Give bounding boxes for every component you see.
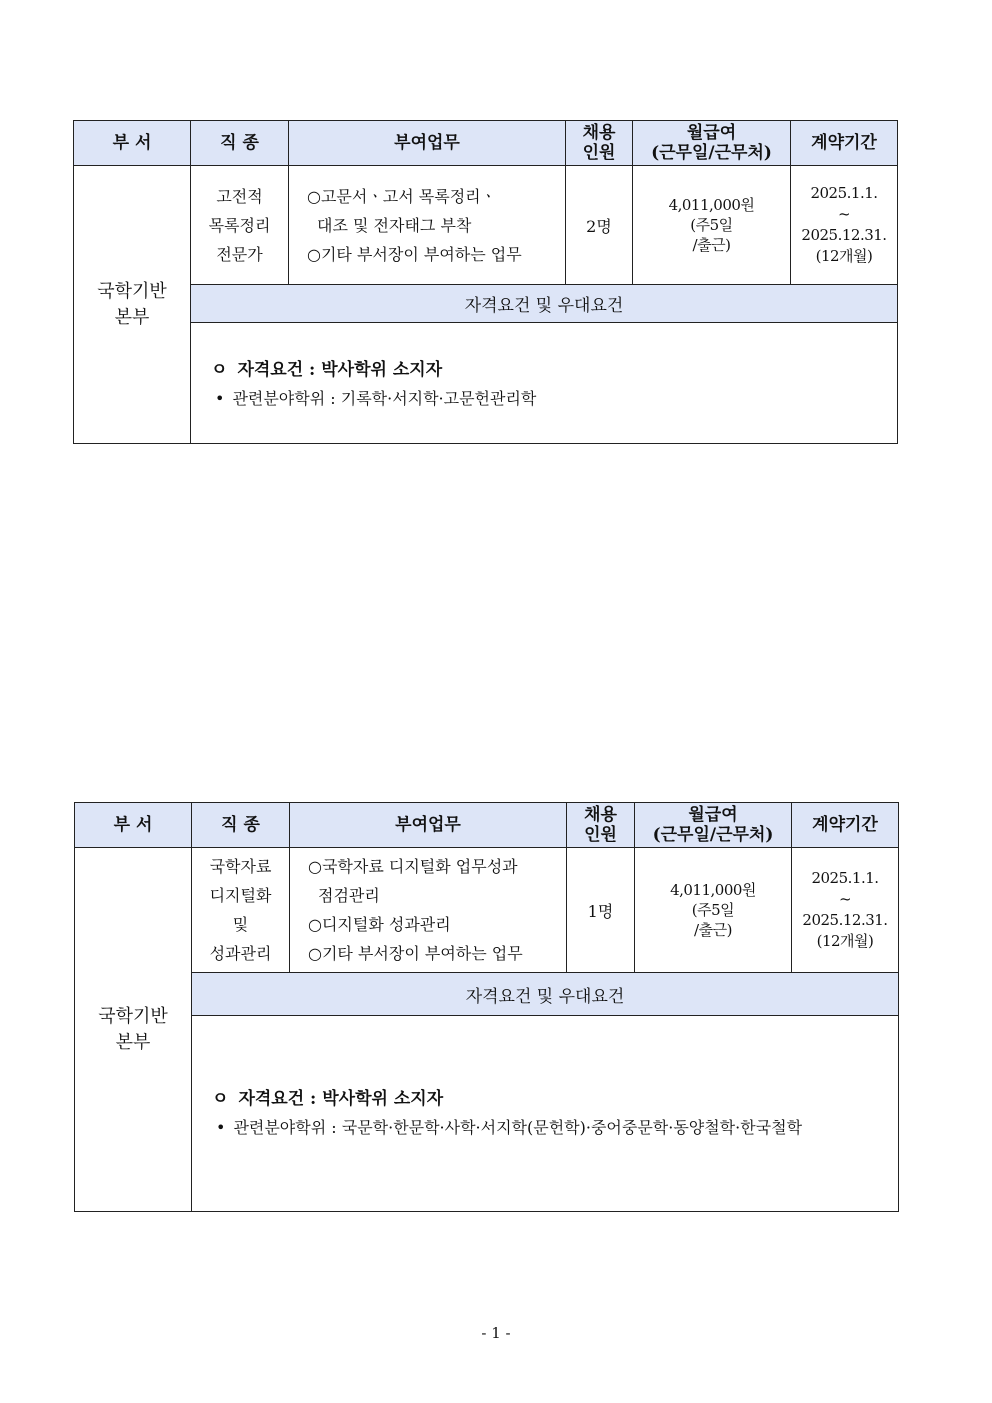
qualification-main: ㅇ 자격요건 : 박사학위 소지자: [211, 355, 897, 380]
job-table-1: [73, 120, 898, 444]
period-cell: 2025.1.1. ~ 2025.12.31. (12개월): [791, 166, 898, 285]
header-job: 직 종: [192, 803, 290, 848]
header-period: 계약기간: [792, 803, 899, 848]
job-type-cell: 국학자료 디지털화 및 성과관리: [192, 848, 290, 973]
qualification-body: [192, 1016, 899, 1212]
dept-cell: 국학기반 본부: [75, 848, 192, 1212]
header-job: 직 종: [191, 121, 289, 166]
circle-marker-icon: ㅇ: [212, 1089, 229, 1109]
qualification-main: ㅇ 자격요건 : 박사학위 소지자: [212, 1084, 898, 1109]
salary-cell: 4,011,000원 (주5일 /출근): [633, 166, 791, 285]
posting-row: [74, 166, 898, 285]
header-period: 계약기간: [791, 121, 898, 166]
header-row: [75, 803, 899, 848]
qualification-row: [75, 1016, 899, 1212]
dept-cell: 국학기반 본부: [74, 166, 191, 444]
bullet-icon: •: [216, 1118, 226, 1137]
salary-cell: 4,011,000원 (주5일 /출근): [635, 848, 792, 973]
qualification-row: [74, 323, 898, 444]
duties-cell: ○고문서ㆍ고서 목록정리ㆍ 대조 및 전자태그 부착 ○기타 부서장이 부여하는 업무: [289, 166, 566, 285]
qualification-header: 자격요건 및 우대요건: [192, 973, 899, 1016]
bullet-icon: •: [215, 389, 225, 408]
header-salary: 월급여 (근무일/근무처): [635, 803, 792, 848]
qualification-sub: • 관련분야학위 : 국문학·한문학·사학·서지학(문헌학)·중어중문학·동양철학·한국철학: [212, 1115, 898, 1138]
header-row: [74, 121, 898, 166]
job-table-2: [74, 802, 899, 1212]
qualification-header-row: [74, 285, 898, 323]
header-dept: 부 서: [75, 803, 192, 848]
circle-marker-icon: ㅇ: [211, 360, 228, 380]
qualification-header: 자격요건 및 우대요건: [191, 285, 898, 323]
headcount-cell: 1명: [567, 848, 635, 973]
header-headcount: 채용 인원: [566, 121, 633, 166]
header-duties: 부여업무: [289, 121, 566, 166]
job-type-cell: 고전적 목록정리 전문가: [191, 166, 289, 285]
posting-row: [75, 848, 899, 973]
period-cell: 2025.1.1. ~ 2025.12.31. (12개월): [792, 848, 899, 973]
duties-cell: ○국학자료 디지털화 업무성과 점검관리 ○디지털화 성과관리 ○기타 부서장이 부여하는 업무: [290, 848, 567, 973]
header-dept: 부 서: [74, 121, 191, 166]
qualification-sub: • 관련분야학위 : 기록학·서지학·고문헌관리학: [211, 386, 897, 409]
headcount-cell: 2명: [566, 166, 633, 285]
header-headcount: 채용 인원: [567, 803, 635, 848]
header-duties: 부여업무: [290, 803, 567, 848]
qualification-body: [191, 323, 898, 444]
page-number: - 1 -: [481, 1324, 511, 1342]
qualification-header-row: [75, 973, 899, 1016]
header-salary: 월급여 (근무일/근무처): [633, 121, 791, 166]
